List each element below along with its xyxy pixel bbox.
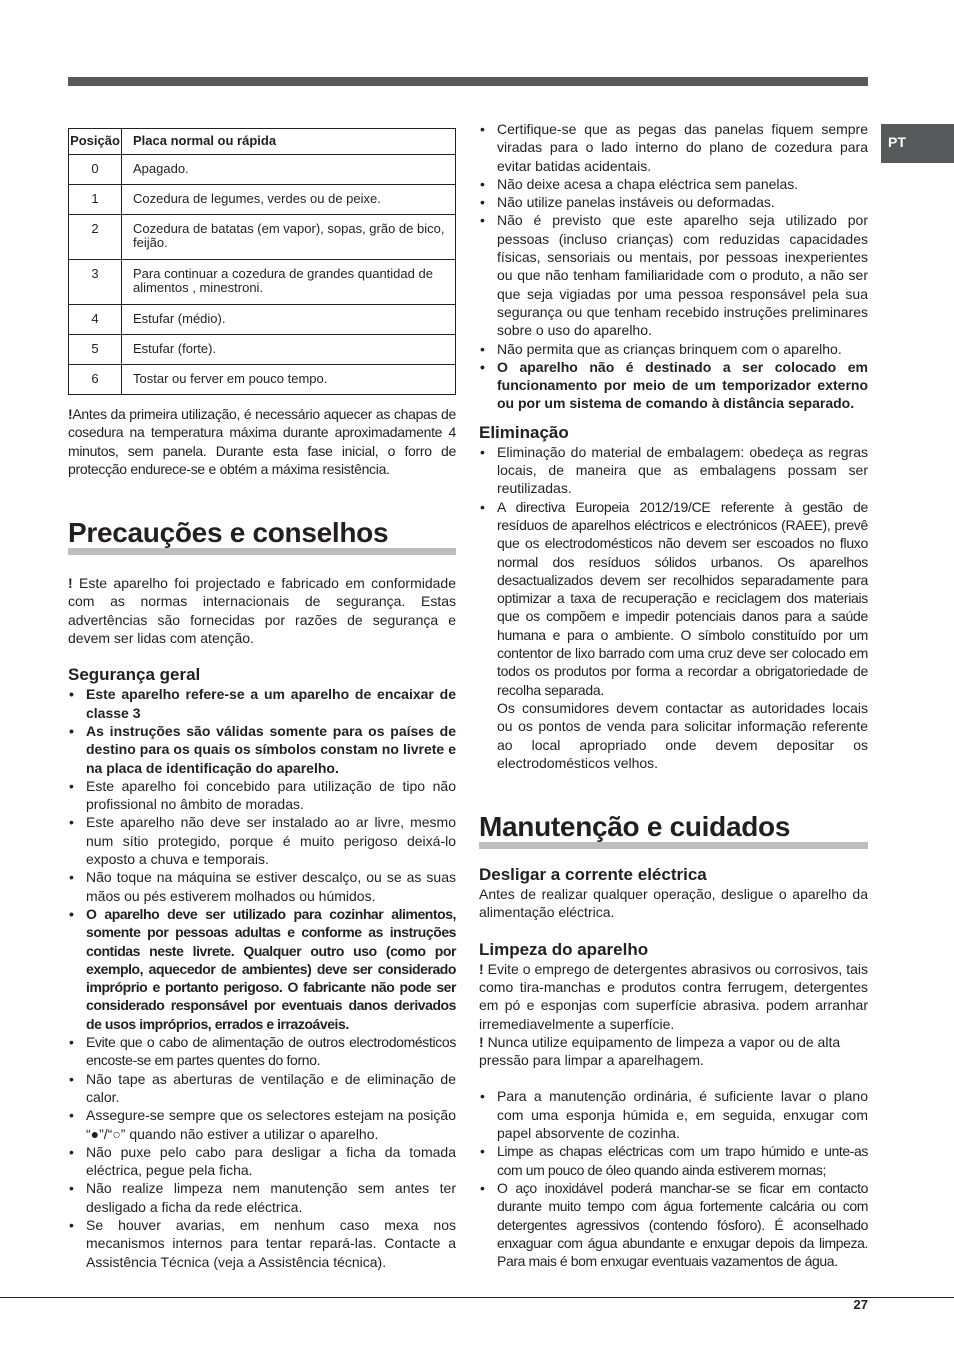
page-number: 27 [853, 1297, 868, 1312]
cleaning-note-1: ! Evite o emprego de detergentes abrasivos ou corrosivos, tais como tira-manchas e produtos contra ferrugem, detergentes em pó e esponjas com superfície abrasiva. podem arranhar irremediavelmente a superfície. [479, 960, 868, 1032]
warning-icon: ! [479, 960, 488, 977]
precautions-intro: ! Este aparelho foi projectado e fabricado em conformidade com as normas internacionais de segurança. Estas advertências são fornecidas por razões de segurança e devem ser lidas com atenção. [68, 575, 456, 647]
maintenance-title: Manutenção e cuidados [479, 812, 868, 849]
left-column [68, 128, 456, 1271]
language-tab: PT [881, 124, 954, 163]
list-item: • Não é previsto que este aparelho seja utilizado por pessoas (incluso crianças) com reduzidas capacidades físicas, sensoriais ou mentais, por pessoas inexperientes ou que não tenham familiaridade com o produto, a não ser que seja vigiadas por uma pessoa responsável pela sua segurança ou que tenham recebido instruções preliminares sobre o uso do aparelho. [479, 211, 868, 339]
table-cell: Apagado. [122, 155, 456, 185]
list-item: • A directiva Europeia 2012/19/CE referente à gestão de resíduos de aparelhos eléctricos e electrónicos (RAEE), prevê que os electrodomésticos não devem ser escoados no fluxo normal dos resíduos sólidos urbanos. Os aparelhos desactualizados devem ser recolhidos separadamente para optimizar a taxa de recuperação e reciclagem dos materiais que os compõem e impedir potenciais danos para a saúde humana e para o ambiente. O símbolo constituído por um contentor de lixo barrado com uma cruz deve ser colocado em todos os produtos por forma a recordar a obrigatoriedade de recolha separada. [479, 498, 868, 699]
table-row [69, 215, 456, 260]
warning-icon: ! [479, 1033, 488, 1050]
table-cell: 5 [69, 335, 122, 365]
table-cell: 2 [69, 215, 122, 260]
safety-list-continued [479, 120, 868, 413]
table-cell: 4 [69, 305, 122, 335]
list-item: • Este aparelho refere-se a um aparelho de encaixar de classe 3 [68, 685, 456, 722]
table-cell: Tostar ou ferver em pouco tempo. [122, 365, 456, 395]
table-cell: Cozedura de legumes, verdes ou de peixe. [122, 185, 456, 215]
precautions-title: Precauções e conselhos [68, 518, 456, 555]
list-item: • O aço inoxidável poderá manchar-se se ficar em contacto durante muito tempo com água fortemente calcária ou com detergentes agressivos (contendo fósforo). É aconselhado enxaguar com água abundante e enxugar depois da limpeza. Para mais é bom enxugar eventuais vazamentos de água. [479, 1179, 868, 1270]
table-cell: 0 [69, 155, 122, 185]
list-item: • Não permita que as crianças brinquem com o aparelho. [479, 340, 868, 358]
general-safety-title: Segurança geral [68, 665, 201, 685]
list-item: • Se houver avarias, em nenhum caso mexa nos mecanismos internos para tentar repará-las. Contacte a Assistência Técnica (veja a Assistência técnica). [68, 1216, 456, 1271]
header-bar [68, 77, 868, 86]
table-cell: Cozedura de batatas (em vapor), sopas, grão de bico, feijão. [122, 215, 456, 260]
table-row [69, 260, 456, 305]
list-item: • O aparelho não é destinado a ser colocado em funcionamento por meio de um temporizador externo ou por um sistema de comando à distância separado. [479, 358, 868, 413]
table-row [69, 155, 456, 185]
footer-line [0, 1297, 954, 1298]
table-cell: Estufar (médio). [122, 305, 456, 335]
warning-icon: ! [68, 406, 73, 422]
list-item: • Assegure-se sempre que os selectores estejam na posição “●”/“○” quando não estiver a utilizar o aparelho. [68, 1106, 456, 1143]
disconnect-power-title: Desligar a corrente eléctrica [479, 865, 707, 885]
disposal-extra-text: Os consumidores devem contactar as autoridades locais ou os pontos de venda para solicitar informação referente ao local apropriado onde devem depositar os electrodomésticos velhos. [497, 699, 868, 771]
table-header-position: Posição [69, 129, 122, 155]
list-item: • Certifique-se que as pegas das panelas fiquem sempre viradas para o lado interno do plano de cozedura para evitar batidas acidentais. [479, 120, 868, 175]
table-cell: Para continuar a cozedura de grandes quantidad de alimentos , minestroni. [122, 260, 456, 305]
disconnect-power-text: Antes de realizar qualquer operação, desligue o aparelho da alimentação eléctrica. [479, 886, 868, 921]
table-row [69, 185, 456, 215]
disposal-list [479, 443, 868, 699]
cleaning-list [479, 1087, 868, 1270]
cleaning-note-2: ! Nunca utilize equipamento de limpeza a vapor ou de alta pressão para limpar a aparelhagem. [479, 1033, 841, 1069]
table-note: !Antes da primeira utilização, é necessário aquecer as chapas de cosedura na temperatura máxima durante aproximadamente 4 minutos, sem panela. Durante esta fase inicial, o forro de protecção endurece-se e obtém a máxima resistência. [68, 406, 456, 477]
list-item: • Eliminação do material de embalagem: obedeça as regras locais, de maneira que as embalagens possam ser reutilizadas. [479, 443, 868, 498]
list-item: • Este aparelho foi concebido para utilização de tipo não profissional no âmbito de moradas. [68, 777, 456, 814]
list-item: • Não puxe pelo cabo para desligar a ficha da tomada eléctrica, pegue pela ficha. [68, 1143, 456, 1180]
general-safety-list [68, 685, 456, 1271]
list-item: • Limpe as chapas eléctricas com um trapo húmido e unte-as com um pouco de óleo quando ainda estiverem mornas; [479, 1142, 868, 1179]
table-header-description: Placa normal ou rápida [122, 129, 456, 155]
table-row [69, 335, 456, 365]
table-cell: 3 [69, 260, 122, 305]
list-item: • Este aparelho não deve ser instalado ao ar livre, mesmo num sítio protegido, porque é muito perigoso deixá-lo exposto a chuva e temporais. [68, 813, 456, 868]
table-row [69, 365, 456, 395]
disposal-title: Eliminação [479, 422, 569, 442]
cleaning-title: Limpeza do aparelho [479, 939, 649, 959]
list-item: • Evite que o cabo de alimentação de outros electrodomésticos encoste-se em partes quentes do forno. [68, 1033, 456, 1070]
right-column [479, 120, 868, 1270]
table-cell: 1 [69, 185, 122, 215]
list-item: • Não toque na máquina se estiver descalço, ou se as suas mãos ou pés estiverem molhados ou húmidos. [68, 868, 456, 905]
table-header-row [69, 129, 456, 155]
table-row [69, 305, 456, 335]
list-item: • Para a manutenção ordinária, é suficiente lavar o plano com uma esponja húmida e, em seguida, enxugar com papel absorvente de cozinha. [479, 1087, 868, 1142]
list-item: • As instruções são válidas somente para os países de destino para os quais os símbolos constam no livrete e na placa de identificação do aparelho. [68, 722, 456, 777]
list-item: • O aparelho deve ser utilizado para cozinhar alimentos, somente por pessoas adultas e conforme as instruções contidas neste livrete. Qualquer outro uso (como por exemplo, aquecedor de ambientes) deve ser considerado impróprio e portanto perigoso. O fabricante não pode ser considerado responsável por eventuais danos derivados de usos impróprios, errados e irrazoáveis. [68, 905, 456, 1033]
table-cell: 6 [69, 365, 122, 395]
list-item: • Não deixe acesa a chapa eléctrica sem panelas. [479, 175, 868, 193]
cooking-positions-table [68, 128, 456, 395]
warning-icon: ! [68, 575, 80, 592]
table-cell: Estufar (forte). [122, 335, 456, 365]
list-item: • Não utilize panelas instáveis ou deformadas. [479, 193, 868, 211]
list-item: • Não tape as aberturas de ventilação e de eliminação de calor. [68, 1070, 456, 1107]
list-item: • Não realize limpeza nem manutenção sem antes ter desligado a ficha da rede eléctrica. [68, 1179, 456, 1216]
